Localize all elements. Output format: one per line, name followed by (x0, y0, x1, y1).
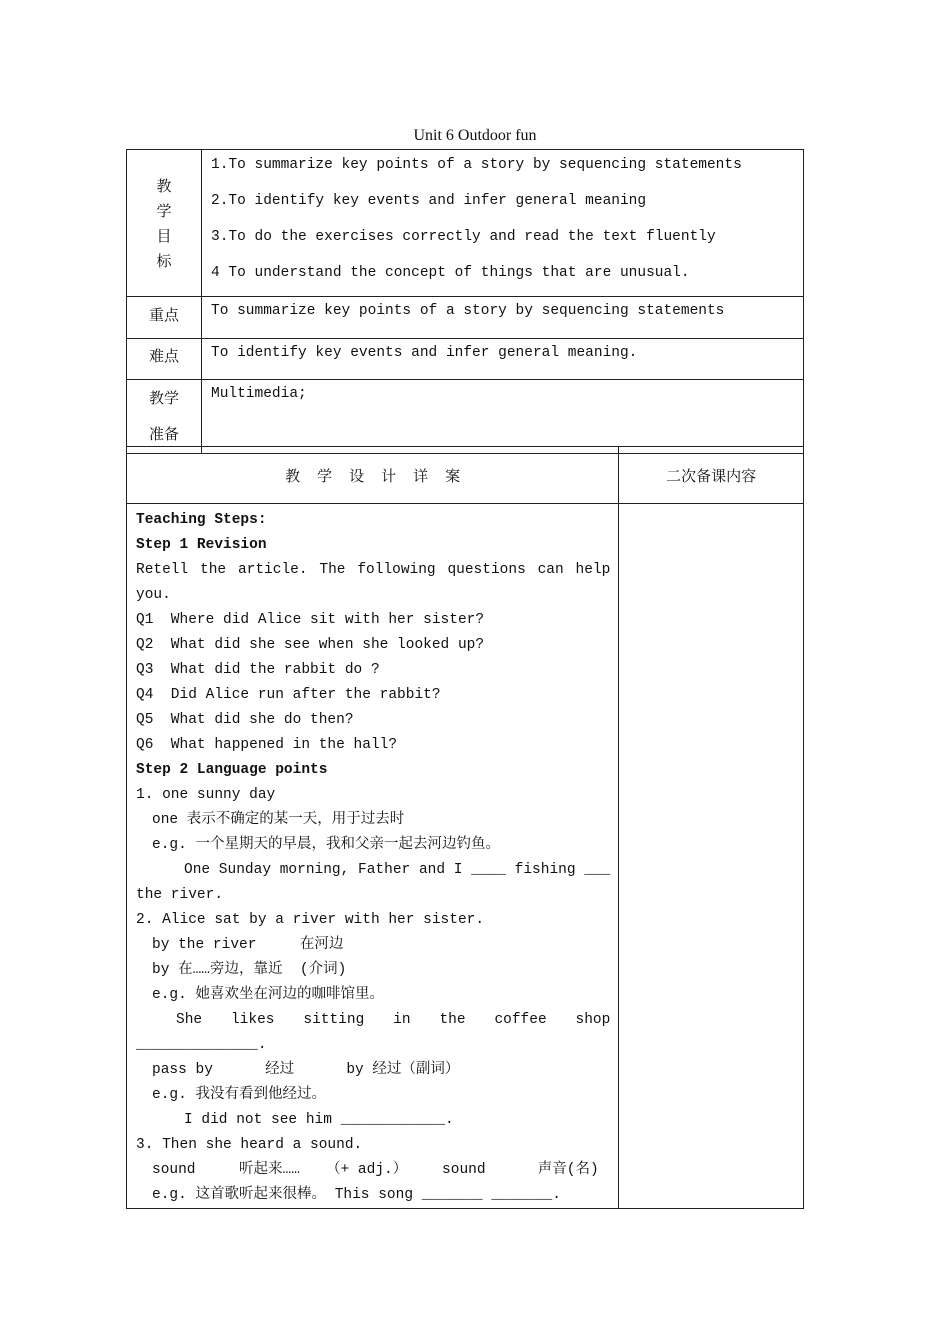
steps-heading: Teaching Steps: (136, 512, 267, 528)
language-point: 3. Then she heard a sound. (136, 1137, 363, 1153)
question-item: Q2 What did she see when she looked up? (136, 637, 485, 653)
lesson-info-table (126, 149, 804, 454)
teaching-steps: Teaching Steps: Step 1 Revision Retell the article. The following questions can help you. Q1 Where did Alice sit with her sister? Q2 What did she see when she looked up? Q3 What did the rabbit do ? Q4 Did Alice run after the rabbit? Q5 What did she do then? Q6 What happened in the hall? Step 2 Language points 1. one sunny day one 表示不确定的某一天，用于过去时 e.g. 一个星期天的早晨，我和父亲一起去河边钓鱼。 One Sunday morning, Father and I ____ fishing ___ the river. 2. Alice sat by a river with her sister. by the river 在河边 by 在……旁边，靠近 (介词) e.g. 她喜欢坐在河边的咖啡馆里。 She likes sitting in the coffee shop ______________. pass by 经过 by 经过（副词） e.g. 我没有看到他经过。 I did not see him ____________. 3. Then she heard a sound. sound 听起来…… （+ adj.） sound 声音(名) e.g. 这首歌听起来很棒。 This song _______ _______. (127, 504, 619, 1209)
question-item: Q6 What happened in the hall? (136, 737, 398, 753)
question-item: Q4 Did Alice run after the rabbit? (136, 687, 441, 703)
language-point: 1. one sunny day (136, 787, 276, 803)
objectives-label: 教 学 目 标 (127, 150, 202, 297)
question-item: Q1 Where did Alice sit with her sister? (136, 612, 485, 628)
secondary-header: 二次备课内容 (619, 447, 804, 504)
lesson-design-table (126, 446, 804, 1209)
key-point-value: To summarize key points of a story by sequencing statements (202, 297, 804, 339)
objectives-list (202, 150, 804, 297)
retell-line: Retell the article. The following questions can help (136, 562, 611, 578)
design-header: 教学设计详案 (285, 466, 478, 485)
difficulty-label: 难点 (127, 339, 202, 380)
step1-heading: Step 1 Revision (136, 537, 267, 553)
key-point-label: 重点 (127, 297, 202, 339)
objective-item: 1.To summarize key points of a story by sequencing statements (211, 157, 742, 173)
objective-item: 3.To do the exercises correctly and read the text fluently (211, 229, 716, 245)
difficulty-value: To identify key events and infer general meaning. (202, 339, 804, 380)
secondary-content-cell (619, 504, 804, 1209)
language-point: 2. Alice sat by a river with her sister. (136, 912, 485, 928)
objective-item: 4 To understand the concept of things that are unusual. (211, 265, 690, 281)
prep-value: Multimedia; (202, 380, 804, 454)
document-title: Unit 6 Outdoor fun (413, 127, 537, 144)
question-item: Q3 What did the rabbit do ? (136, 662, 380, 678)
step2-heading: Step 2 Language points (136, 762, 328, 778)
prep-label: 教学 准备 (127, 380, 202, 454)
question-item: Q5 What did she do then? (136, 712, 354, 728)
objective-item: 2.To identify key events and infer general meaning (211, 193, 647, 209)
